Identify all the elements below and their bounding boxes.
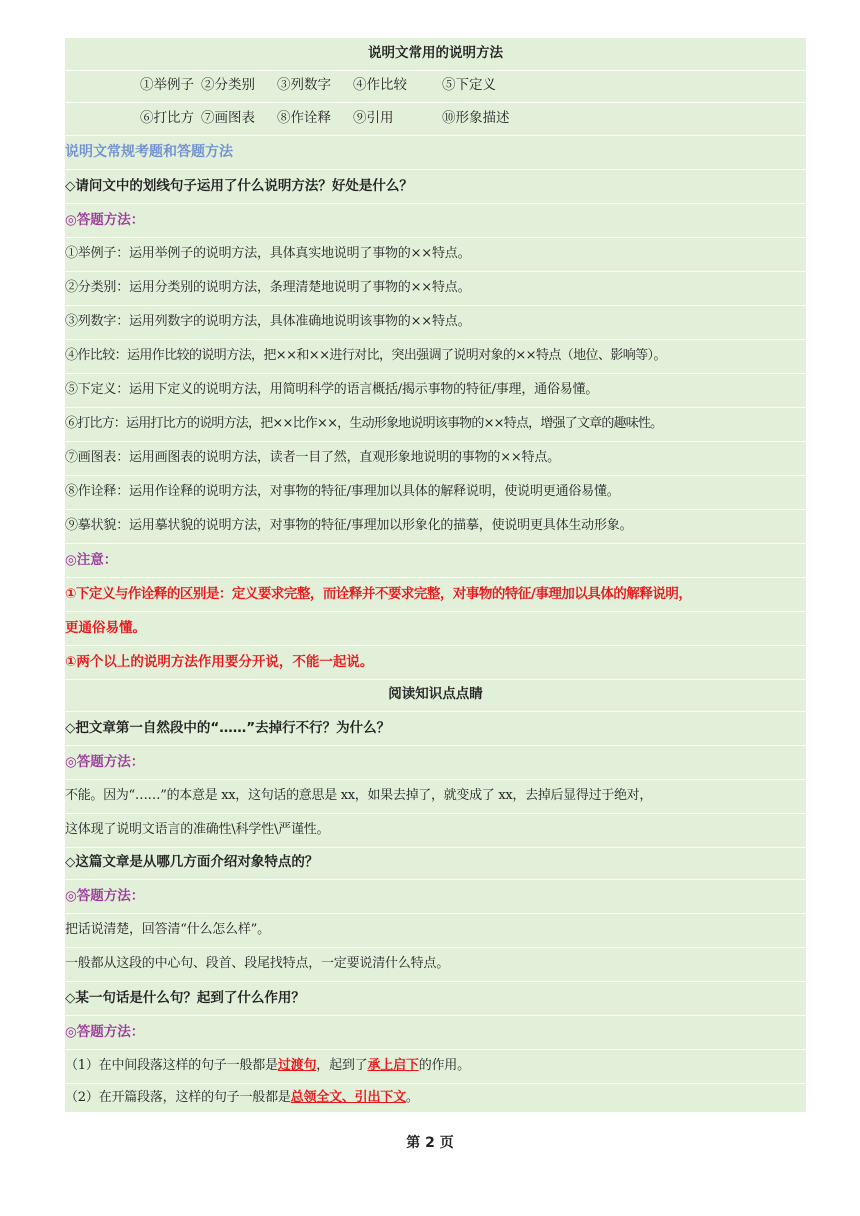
note-2: ①两个以上的说明方法作用要分开说，不能一起说。 [65,645,806,680]
method-item: ⑨引用 [353,110,394,126]
method-item: ⑥打比方 [140,110,194,126]
method-explanation: ③列数字：运用列数字的说明方法，具体准确地说明该事物的××特点。 [65,305,806,340]
methods-title: 说明文常用的说明方法 [65,36,806,71]
method-item: ④作比较 [353,77,407,93]
answer-text: 不能。因为“……”的本意是 xx，这句话的意思是 xx，如果去掉了，就变成了 xx，去掉后显得过于绝对， [65,779,806,814]
answer-label: ◎答题方法： [65,745,806,780]
method-explanation: ⑨摹状貌：运用摹状貌的说明方法，对事物的特征/事理加以形象化的描摹，使说明更具体生动形象。 [65,509,806,544]
method-item: ①举例子 [140,77,194,93]
page-number: 第 2 页 [406,1135,454,1151]
method-explanation: ①举例子：运用举例子的说明方法，具体真实地说明了事物的××特点。 [65,237,806,272]
answer-text: 这体现了说明文语言的准确性\科学性\严谨性。 [65,813,806,848]
note-1-line-2: 更通俗易懂。 [65,611,806,646]
key-term: 总领全文、引出下文 [290,1090,406,1105]
method-item: ⑩形象描述 [442,110,510,126]
key-term: 承上启下 [367,1058,419,1073]
question-4: ◇某一句话是什么句？起到了什么作用？ [65,981,806,1016]
key-term: 过渡句 [277,1058,317,1073]
method-item: ②分类别 [201,77,255,93]
method-explanation: ⑦画图表：运用画图表的说明方法，读者一目了然，直观形象地说明的事物的××特点。 [65,441,806,476]
method-explanation: ②分类别：运用分类别的说明方法，条理清楚地说明了事物的××特点。 [65,271,806,306]
answer-label: ◎答题方法： [65,203,806,238]
answer-label: ◎答题方法： [65,1015,806,1050]
question-1: ◇请问文中的划线句子运用了什么说明方法？好处是什么？ [65,169,806,204]
reading-title: 阅读知识点点睛 [65,677,806,712]
method-item: ⑧作诠释 [277,110,331,126]
answer-suffix: 。 [405,1090,419,1105]
section-heading: 说明文常规考题和答题方法 [65,135,806,170]
question-2: ◇把文章第一自然段中的“……”去掉行不行？为什么？ [65,711,806,746]
answer-text-transition [65,1049,806,1084]
answer-label: ◎答题方法： [65,879,806,914]
method-item: ⑦画图表 [201,110,255,126]
answer-suffix: 的作用。 [418,1058,470,1073]
method-item: ③列数字 [277,77,331,93]
method-explanation: ⑧作诠释：运用作诠释的说明方法，对事物的特征/事理加以具体的解释说明，使说明更通俗易懂。 [65,475,806,510]
answer-prefix: （1）在中间段落这样的句子一般都是 [65,1058,278,1073]
methods-row-2 [65,101,806,136]
note-label: ◎注意： [65,543,806,578]
method-item: ⑤下定义 [442,77,496,93]
answer-middle: ，起到了 [316,1058,368,1073]
method-explanation: ④作比较：运用作比较的说明方法，把××和××进行对比，突出强调了说明对象的××特点（地位、影响等）。 [65,339,806,374]
method-explanation: ⑤下定义：运用下定义的说明方法，用简明科学的语言概括/揭示事物的特征/事理，通俗易懂。 [65,373,806,408]
answer-text-opening [65,1081,806,1115]
answer-text: 一般都从这段的中心句、段首、段尾找特点，一定要说清什么特点。 [65,947,806,982]
question-3: ◇这篇文章是从哪几方面介绍对象特点的？ [65,845,806,880]
note-1-line-1: ①下定义与作诠释的区别是：定义要求完整，而诠释并不要求完整，对事物的特征/事理加以具体的解释说明， [65,577,806,612]
method-explanation: ⑥打比方：运用打比方的说明方法，把××比作××，生动形象地说明该事物的××特点，增强了文章的趣味性。 [65,407,806,442]
methods-row-1 [65,68,806,103]
answer-text: 把话说清楚，回答清“什么怎么样”。 [65,913,806,948]
answer-prefix: （2）在开篇段落，这样的句子一般都是 [65,1090,291,1105]
